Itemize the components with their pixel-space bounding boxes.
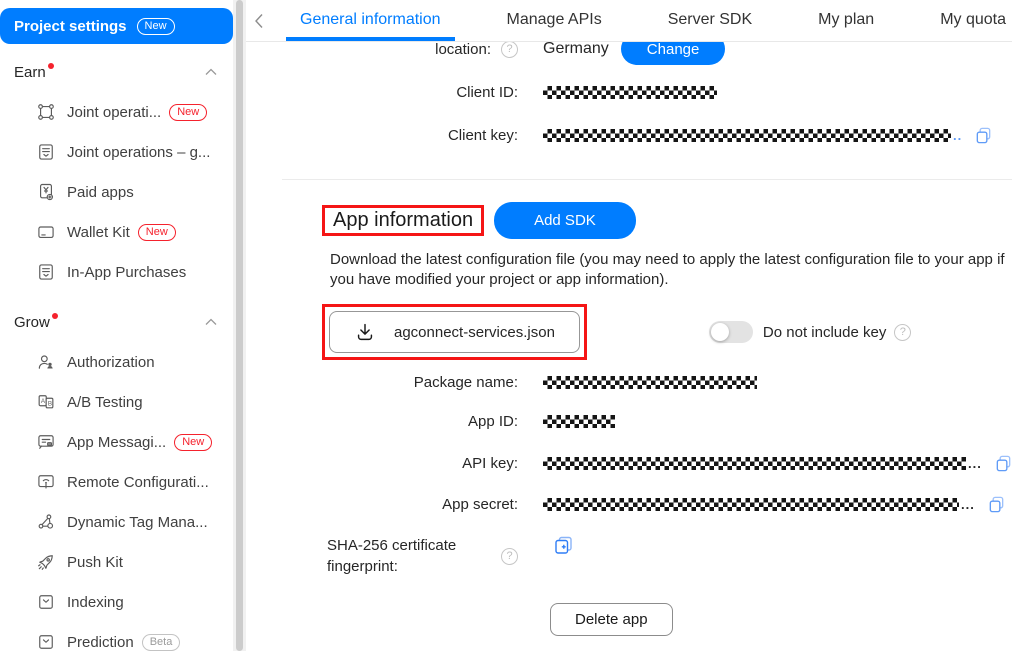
location-value: Germany	[543, 42, 609, 57]
sidebar-item-wallet-kit[interactable]	[0, 212, 233, 252]
delete-app-button[interactable]: Delete app	[550, 603, 673, 636]
redacted-value	[543, 376, 757, 389]
notification-dot	[48, 63, 54, 69]
add-sdk-button[interactable]: Add SDK	[494, 202, 636, 239]
download-config-label: agconnect-services.json	[394, 323, 555, 341]
client-key-row	[246, 127, 1012, 143]
sidebar-item-label: Wallet Kit	[67, 223, 130, 241]
tab-server-sdk[interactable]: Server SDK	[667, 11, 753, 28]
section-label: Earn	[14, 63, 46, 81]
tab-manage-apis[interactable]: Manage APIs	[506, 11, 602, 28]
new-badge: New	[138, 224, 176, 241]
section-divider	[282, 179, 1012, 180]
sidebar-item-label: Joint operations – g...	[67, 143, 211, 161]
sidebar-item-label: Remote Configurati...	[67, 473, 209, 491]
field-label: Client ID:	[456, 83, 518, 101]
app-messaging-icon	[36, 432, 56, 452]
authorization-icon	[36, 352, 56, 372]
notification-dot	[52, 313, 58, 319]
sidebar-item-label: In-App Purchases	[67, 263, 187, 281]
wallet-icon	[36, 222, 56, 242]
new-badge: New	[174, 434, 212, 451]
sidebar-item-paid-apps[interactable]	[0, 172, 233, 212]
svg-text:A: A	[40, 397, 46, 405]
beta-badge: Beta	[142, 634, 181, 651]
sidebar-scrollbar-thumb[interactable]	[236, 0, 243, 651]
help-icon[interactable]: ?	[501, 548, 518, 565]
tab-my-quota[interactable]: My quota	[940, 11, 1006, 28]
project-settings-label: Project settings	[14, 17, 127, 35]
app-secret-row	[246, 496, 1012, 512]
sidebar-item-remote-configurati[interactable]	[0, 462, 233, 502]
location-label: location:	[435, 42, 491, 58]
sidebar-item-dynamic-tag-mana[interactable]	[0, 502, 233, 542]
app-credentials	[246, 375, 1012, 512]
client-id-row	[246, 85, 1012, 99]
sha256-row	[246, 535, 1012, 577]
section-label: Grow	[14, 313, 50, 331]
package-name-row	[246, 375, 1012, 389]
copy-icon[interactable]	[994, 454, 1012, 473]
redacted-value	[543, 457, 966, 470]
page-body	[246, 42, 1012, 651]
in-app-purchases-icon	[36, 262, 56, 282]
remote-config-icon	[36, 472, 56, 492]
tabs	[276, 0, 1012, 41]
do-not-include-key-group	[709, 321, 911, 343]
sha256-label: SHA-256 certificate fingerprint:	[327, 537, 457, 575]
location-label-block	[246, 42, 518, 58]
sidebar-item-indexing[interactable]	[0, 582, 233, 622]
push-kit-icon	[36, 552, 56, 572]
app-id-row	[246, 414, 1012, 428]
api-key-row	[246, 455, 1012, 471]
field-label: Package name:	[413, 373, 518, 391]
sidebar-header-project-settings[interactable]	[0, 8, 233, 44]
sidebar-item-label: App Messagi...	[67, 433, 167, 451]
field-label: API key:	[462, 454, 518, 472]
joint-operations-icon	[36, 102, 56, 122]
sidebar	[0, 0, 233, 651]
value-ellipsis: ...	[968, 455, 982, 471]
prediction-icon	[36, 632, 56, 651]
dynamic-tag-icon	[36, 512, 56, 532]
new-badge: New	[137, 18, 175, 35]
sidebar-item-label: Push Kit	[67, 553, 123, 571]
svg-text:B: B	[47, 400, 53, 408]
sidebar-item-label: Dynamic Tag Mana...	[67, 513, 208, 531]
sidebar-item-label: Prediction	[67, 633, 134, 651]
redacted-value	[543, 498, 959, 511]
sidebar-item-push-kit[interactable]	[0, 542, 233, 582]
help-icon[interactable]: ?	[501, 42, 518, 58]
do-not-include-key-toggle[interactable]	[709, 321, 753, 343]
document-list-icon	[36, 142, 56, 162]
data-processing-location-row	[246, 42, 1012, 65]
ab-testing-icon	[36, 392, 56, 412]
chevron-up-icon[interactable]	[205, 68, 217, 76]
section-title: App information	[333, 209, 474, 231]
sidebar-item-app-messagi[interactable]	[0, 422, 233, 462]
sidebar-item-a-b-testing[interactable]	[0, 382, 233, 422]
redacted-value	[543, 86, 717, 99]
help-icon[interactable]: ?	[894, 324, 911, 341]
annotation-box-title	[322, 205, 484, 236]
download-icon	[354, 321, 376, 343]
sidebar-section-earn[interactable]	[0, 52, 233, 92]
field-label: Client key:	[447, 126, 518, 144]
chevron-left-icon[interactable]	[246, 13, 276, 29]
client-credentials	[246, 85, 1012, 143]
change-button[interactable]: Change	[621, 42, 726, 65]
config-file-description: Download the latest configuration file (you may need to apply the latest configuration file to your app if you have modified your project or app information).	[330, 251, 1005, 288]
copy-icon[interactable]	[974, 126, 993, 145]
redacted-value	[543, 129, 951, 142]
copy-plus-icon[interactable]	[553, 535, 574, 556]
sidebar-item-in-app-purchases[interactable]	[0, 252, 233, 292]
redacted-value	[543, 415, 615, 428]
new-badge: New	[169, 104, 207, 121]
tab-bar	[246, 0, 1012, 42]
sidebar-section-grow[interactable]	[0, 302, 233, 342]
annotation-box-download	[322, 304, 587, 360]
toggle-label: Do not include key	[762, 323, 887, 341]
field-label: App ID:	[467, 412, 518, 430]
sidebar-scrollbar[interactable]	[233, 0, 246, 651]
sidebar-item-label: Joint operati...	[67, 103, 162, 121]
tab-general-information[interactable]: General information	[300, 0, 441, 41]
value-ellipsis: ..	[953, 127, 963, 143]
download-row	[322, 304, 1012, 360]
sidebar-item-authorization[interactable]	[0, 342, 233, 382]
toggle-knob	[711, 323, 729, 341]
field-label: App secret:	[442, 495, 518, 513]
app-information-header	[322, 202, 1012, 239]
sidebar-item-label: A/B Testing	[67, 393, 143, 411]
download-config-button[interactable]	[329, 311, 580, 353]
paid-apps-icon	[36, 182, 56, 202]
sidebar-item-label: Indexing	[67, 593, 124, 611]
chevron-up-icon[interactable]	[205, 318, 217, 326]
sidebar-item-joint-operati[interactable]	[0, 92, 233, 132]
main-content	[246, 0, 1012, 651]
sidebar-item-label: Paid apps	[67, 183, 134, 201]
sidebar-menu	[0, 52, 233, 651]
copy-icon[interactable]	[987, 495, 1006, 514]
sidebar-item-label: Authorization	[67, 353, 155, 371]
sidebar-item-joint-operations-g[interactable]	[0, 132, 233, 172]
sidebar-item-prediction[interactable]	[0, 622, 233, 651]
value-ellipsis: ...	[961, 496, 975, 512]
tab-my-plan[interactable]: My plan	[818, 11, 875, 28]
indexing-icon	[36, 592, 56, 612]
sha256-label-block	[246, 535, 518, 577]
